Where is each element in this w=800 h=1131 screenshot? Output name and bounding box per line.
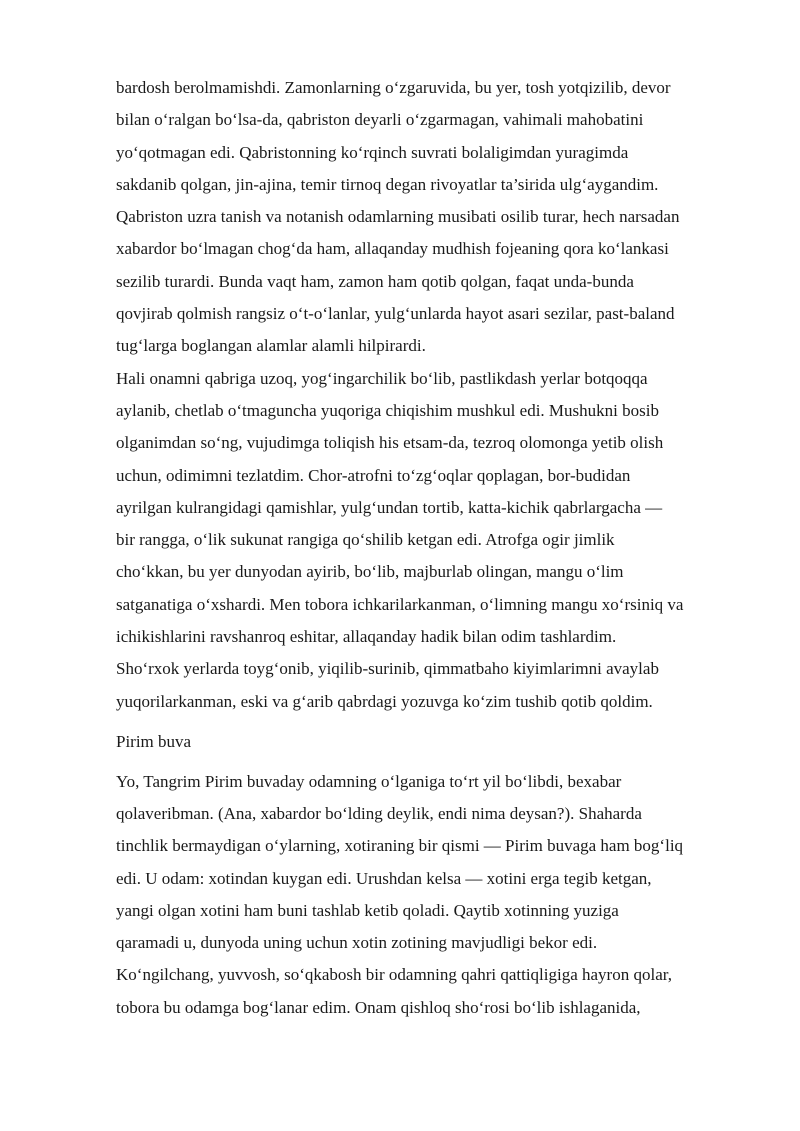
text-line: aylanib, chetlab o‘tmaguncha yuqoriga chiqishim mushkul edi. Mushukni bosib (116, 400, 659, 420)
text-line: satganatiga o‘xshardi. Men tobora ichkarilarkanman, o‘limning mangu xo‘rsiniq va (116, 594, 684, 614)
text-line: bir rangga, o‘lik sukunat rangiga qo‘shilib ketgan edi. Atrofga ogir jimlik (116, 530, 615, 550)
text-line: ayrilgan kulrangidagi qamishlar, yulg‘undan tortib, katta-kichik qabrlargacha — (116, 497, 663, 517)
text-line: bilan o‘ralgan bo‘lsa-da, qabriston deyarli o‘zgarmagan, vahimali mahobatini (116, 110, 644, 130)
text-line: sezilib turardi. Bunda vaqt ham, zamon ham qotib qolgan, faqat unda-bunda (116, 271, 634, 291)
section-heading: Pirim buva (116, 731, 192, 751)
paragraph-2 (116, 367, 756, 730)
document-body (116, 76, 756, 1028)
text-line: Yo, Tangrim Pirim buvaday odamning o‘lganiga to‘rt yil bo‘libdi, bexabar (116, 771, 622, 791)
text-line: tug‘larga boglangan alamlar alamli hilpirardi. (116, 336, 426, 356)
text-line: olganimdan so‘ng, vujudimga toliqish his etsam-da, tezroq olomonga yetib olish (116, 433, 664, 453)
text-line: xabardor bo‘lmagan chog‘da ham, allaqanday mudhish fojeaning qora ko‘lankasi (116, 239, 669, 259)
text-line: edi. U odam: xotindan kuygan edi. Urushdan kelsa — xotini erga tegib ketgan, (116, 868, 652, 888)
text-line: qaramadi u, dunyoda uning uchun xotin zotining mavjudligi bekor edi. (116, 933, 598, 953)
text-line: cho‘kkan, bu yer dunyodan ayirib, bo‘lib, majburlab olingan, mangu o‘lim (116, 562, 624, 582)
text-line: ichikishlarini ravshanroq eshitar, allaqanday hadik bilan odim tashlardim. (116, 627, 617, 647)
text-line: Hali onamni qabriga uzoq, yog‘ingarchilik bo‘lib, pastlikdash yerlar botqoqqa (116, 368, 648, 388)
text-line: yangi olgan xotini ham buni tashlab ketib qoladi. Qaytib xotinning yuziga (116, 900, 619, 920)
text-line: yuqorilarkanman, eski va g‘arib qabrdagi yozuvga ko‘zim tushib qotib qoldim. (116, 691, 653, 711)
text-line: sakdanib qolgan, jin-ajina, temir tirnoq degan rivoyatlar ta’sirida ulg‘aygandim. (116, 174, 659, 194)
text-line: qovjirab qolmish rangsiz o‘t-o‘lanlar, yulg‘unlarda hayot asari sezilar, past-baland (116, 304, 675, 324)
text-line: tinchlik bermaydigan o‘ylarning, xotiraning bir qismi — Pirim buvaga ham bog‘liq (116, 836, 684, 856)
paragraph-3 (116, 770, 756, 1028)
paragraph-1 (116, 76, 756, 367)
text-line: Qabriston uzra tanish va notanish odamlarning musibati osilib turar, hech narsadan (116, 207, 680, 227)
text-line: qolaveribman. (Ana, xabardor bo‘lding deylik, endi nima deysan?). Shaharda (116, 803, 642, 823)
text-line: Ko‘ngilchang, yuvvosh, so‘qkabosh bir odamning qahri qattiqligiga hayron qolar, (116, 965, 672, 985)
text-line: bardosh berolmamishdi. Zamonlarning o‘zgaruvida, bu yer, tosh yotqizilib, devor (116, 78, 671, 97)
text-line: uchun, odimimni tezlatdim. Chor-atrofni to‘zg‘oqlar qoplagan, bor-budidan (116, 465, 631, 485)
text-line: tobora bu odamga bog‘lanar edim. Onam qishloq sho‘rosi bo‘lib ishlaganida, (116, 997, 641, 1017)
text-line: yo‘qotmagan edi. Qabristonning ko‘rqinch suvrati bolaligimdan yuragimda (116, 142, 629, 162)
text-line: Sho‘rxok yerlarda toyg‘onib, yiqilib-surinib, qimmatbaho kiyimlarimni avaylab (116, 659, 659, 679)
